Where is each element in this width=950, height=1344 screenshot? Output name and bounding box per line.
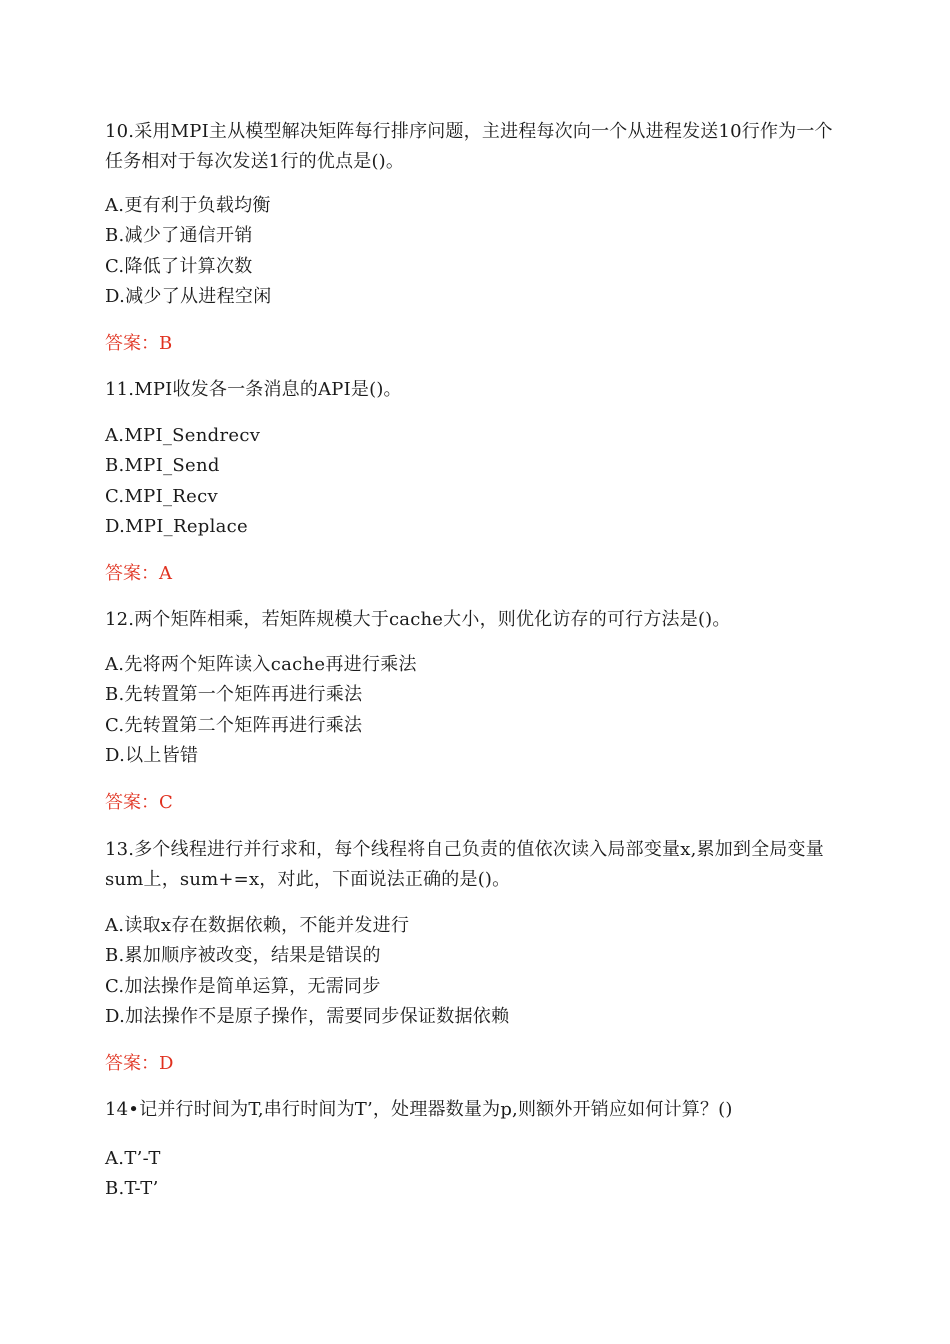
answer-text: 答案：B [105,333,173,354]
option-item: A.先将两个矩阵读入cache再进行乘法 [105,654,417,675]
option-list [105,911,845,1032]
question-text: 12.两个矩阵相乘，若矩阵规模大于cache大小，则优化访存的可行方法是()。 [105,609,731,630]
question-text: 11.MPI收发各一条消息的API是()。 [105,379,402,400]
option-item: B.MPI_Send [105,455,220,477]
answer-text: 答案：D [105,1053,174,1074]
option-item: C.MPI_Recv [105,485,218,507]
option-list [105,1144,845,1205]
option-item: A.MPI_Sendrecv [105,425,261,446]
option-item: B.先转置第一个矩阵再进行乘法 [105,684,363,706]
question-text: 13.多个线程进行并行求和，每个线程将自己负责的值依次读入局部变量x,累加到全局变量sum上，sum+=x，对此，下面说法正确的是()。 [105,839,824,890]
option-list [105,421,845,542]
option-list [105,191,845,312]
option-list [105,650,845,771]
option-item: A.读取x存在数据依赖，不能并发进行 [105,915,410,936]
option-item: A.更有利于负载均衡 [105,195,271,216]
question-text: 14•记并行时间为T,串行时间为T’，处理器数量为p,则额外开销应如何计算？() [105,1099,733,1120]
option-item: C.降低了计算次数 [105,255,253,277]
option-item: B.减少了通信开销 [105,225,253,247]
option-item: D.MPI_Replace [105,515,249,537]
option-item: C.加法操作是简单运算，无需同步 [105,975,381,997]
option-item: C.先转置第二个矩阵再进行乘法 [105,714,363,736]
option-item: A.T’-T [105,1148,161,1169]
question-text: 10.采用MPI主从模型解决矩阵每行排序问题，主进程每次向一个从进程发送10行作为一个任务相对于每次发送1行的优点是()。 [105,121,833,172]
option-item: D.加法操作不是原子操作，需要同步保证数据依赖 [105,1005,510,1027]
answer-text: 答案：A [105,563,172,584]
option-item: D.减少了从进程空闲 [105,285,272,307]
option-item: D.以上皆错 [105,744,199,766]
answer-text: 答案：C [105,792,173,813]
option-item: B.累加顺序被改变，结果是错误的 [105,945,381,967]
option-item: B.T-T’ [105,1178,159,1200]
